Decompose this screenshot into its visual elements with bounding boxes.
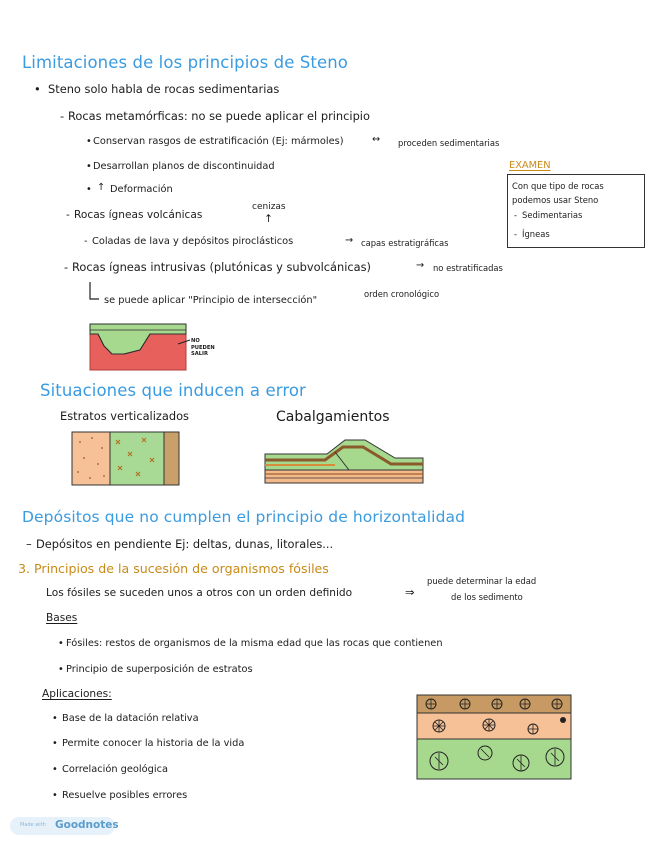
- up-arrow-icon: ↑: [264, 213, 273, 225]
- double-arrow-icon: ↔: [372, 134, 381, 145]
- intrusivas-line: Rocas ígneas intrusivas (plutónicas y subvolcánicas): [72, 260, 371, 274]
- cenizas-note: cenizas: [252, 202, 286, 212]
- bullet-icon: •: [52, 713, 58, 724]
- bullet-icon: •: [52, 790, 58, 801]
- goodnotes-logo: Goodnotes: [55, 819, 119, 831]
- dot-icon: •: [58, 638, 64, 649]
- bases-heading: Bases: [46, 612, 78, 624]
- intrusivas-right: no estratificadas: [433, 263, 503, 273]
- intrusion-diagram: [90, 324, 186, 372]
- arrow-icon: →: [416, 260, 425, 271]
- base-2: Principio de superposición de estratos: [66, 664, 253, 675]
- meta-sub3: Deformación: [110, 184, 173, 195]
- volc-sub1-right: capas estratigráficas: [361, 238, 449, 248]
- bullet-icon: •: [52, 738, 58, 749]
- cronologico-note: orden cronológico: [364, 289, 440, 299]
- meta-sub2: Desarrollan planos de discontinuidad: [93, 161, 275, 172]
- section-title-fosiles: 3. Principios de la sucesión de organismos fósiles: [18, 561, 329, 576]
- fosiles-intro-right-1: puede determinar la edad: [427, 576, 537, 586]
- depositos-line: Depósitos en pendiente Ej: deltas, dunas, litorales...: [36, 537, 334, 551]
- dash-icon: -: [60, 109, 65, 123]
- examen-question-1: Con que tipo de rocas: [512, 181, 604, 191]
- estratos-label: Estratos verticalizados: [60, 409, 189, 423]
- app-2: Permite conocer la historia de la vida: [62, 738, 245, 749]
- diagram-label: NO PUEDEN SALIR: [191, 338, 215, 357]
- up-arrow-icon: ↑: [97, 182, 106, 193]
- metamorficas-line: Rocas metamórficas: no se puede aplicar el principio: [68, 109, 370, 123]
- dot-icon: •: [86, 184, 92, 195]
- arrow-icon: →: [345, 235, 354, 246]
- thrust-fault-diagram: [265, 430, 425, 485]
- vertical-strata-diagram: [72, 432, 180, 486]
- bracket-line: [88, 281, 100, 303]
- examen-title: EXAMEN: [509, 160, 551, 171]
- dash-icon: -: [84, 236, 88, 247]
- aplicaciones-heading: Aplicaciones:: [42, 688, 112, 700]
- base-1: Fósiles: restos de organismos de la misma edad que las rocas que contienen: [66, 638, 443, 649]
- examen-answer-2: Ígneas: [522, 229, 550, 239]
- fosiles-intro: Los fósiles se suceden unos a otros con un orden definido: [46, 587, 353, 599]
- fosiles-intro-right-2: de los sedimento: [451, 592, 523, 602]
- examen-answer-1: Sedimentarias: [522, 210, 583, 220]
- meta-sub1-right: proceden sedimentarias: [398, 138, 500, 148]
- dot-icon: •: [86, 161, 92, 172]
- dash-icon: –: [26, 537, 32, 551]
- section-title-situaciones: Situaciones que inducen a error: [40, 381, 306, 400]
- fossil-strata-diagram: [417, 695, 573, 781]
- cabalgamientos-label: Cabalgamientos: [276, 409, 390, 425]
- made-with-label: Made with: [20, 822, 46, 828]
- meta-sub1: Conservan rasgos de estratificación (Ej: mármoles): [93, 136, 344, 147]
- volc-sub1: Coladas de lava y depósitos piroclásticos: [92, 236, 294, 247]
- examen-box: [507, 174, 645, 248]
- dash-icon: -: [66, 209, 70, 221]
- dash-icon: -: [514, 229, 518, 239]
- goodnotes-badge[interactable]: [10, 817, 119, 835]
- app-1: Base de la datación relativa: [62, 713, 199, 724]
- volcanicas-line: Rocas ígneas volcánicas: [74, 209, 203, 221]
- interseccion-line: se puede aplicar "Principio de intersección": [104, 295, 318, 306]
- dot-icon: •: [58, 664, 64, 675]
- section-title-limitaciones: Limitaciones de los principios de Steno: [22, 53, 348, 72]
- intro-line: Steno solo habla de rocas sedimentarias: [48, 82, 280, 96]
- bullet-icon: •: [34, 82, 41, 96]
- dash-icon: -: [64, 260, 69, 274]
- app-3: Correlación geológica: [62, 764, 168, 775]
- app-4: Resuelve posibles errores: [62, 790, 188, 801]
- implies-icon: ⇒: [405, 585, 415, 599]
- dash-icon: -: [514, 210, 518, 220]
- section-title-depositos: Depósitos que no cumplen el principio de horizontalidad: [22, 508, 466, 526]
- examen-question-2: podemos usar Steno: [512, 195, 599, 205]
- bullet-icon: •: [52, 764, 58, 775]
- dot-icon: •: [86, 136, 92, 147]
